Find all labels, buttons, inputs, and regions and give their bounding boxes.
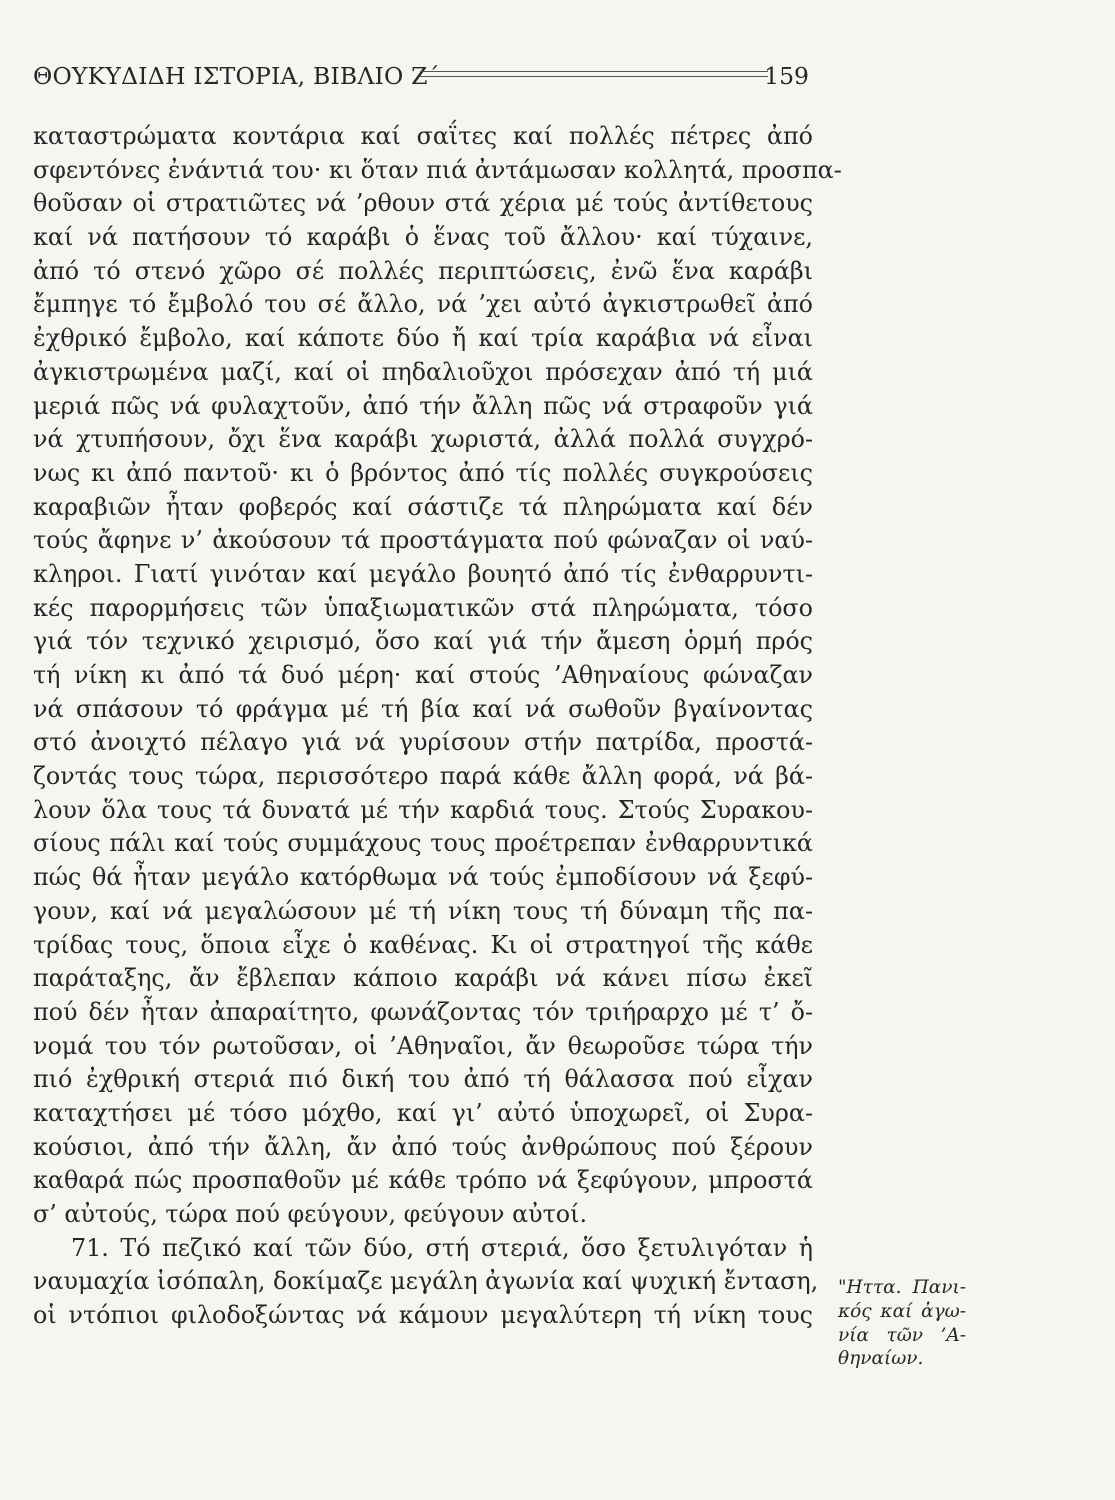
text-line: ἔμπηγε τό ἔμβολό του σέ ἄλλο, νά ’χει αὐτό ἀγκιστρωθεῖ ἀπό	[33, 290, 813, 319]
paragraph-end-line: σ’ αὐτούς, τώρα πού φεύγουν, φεύγουν αὐτοί.	[33, 1200, 588, 1228]
header-double-rule	[420, 71, 768, 77]
text-line: τούς ἄφηνε ν’ ἀκούσουν τά προστάγματα πού φώναζαν οἱ ναύ-	[33, 526, 813, 555]
text-line: παράταξης, ἄν ἔβλεπαν κάποιο καράβι νά κάνει πίσω ἐκεῖ	[33, 964, 813, 993]
text-line: καί νά πατήσουν τό καράβι ὁ ἕνας τοῦ ἄλλου· καί τύχαινε,	[33, 223, 813, 252]
text-line: τή νίκη κι ἀπό τά δυό μέρη· καί στούς ’Αθηναίους φώναζαν	[33, 661, 813, 689]
text-line: ἐχθρικό ἔμβολο, καί κάποτε δύο ἤ καί τρία καράβια νά εἶναι	[33, 324, 813, 353]
text-line: μεριά πῶς νά φυλαχτοῦν, ἀπό τήν ἄλλη πῶς νά στραφοῦν γιά	[33, 391, 813, 420]
text-line: νως κι ἀπό παντοῦ· κι ὁ βρόντος ἀπό τίς πολλές συγκρούσεις	[33, 458, 813, 487]
text-line: σφεντόνες ἐνάντιά του· κι ὅταν πιά ἀντάμωσαν κολλητά, προσπα-	[33, 155, 842, 184]
text-line: γουν, καί νά μεγαλώσουν μέ τή νίκη τους τή δύναμη τῆς πα-	[33, 896, 813, 925]
margin-note-line: "Ηττα. Πανι-	[838, 1277, 966, 1298]
text-line: καταστρώματα κοντάρια καί σαΐτες καί πολλές πέτρες ἀπό	[33, 122, 813, 150]
text-line: στό ἀνοιχτό πέλαγο γιά νά γυρίσουν στήν πατρίδα, προστά-	[33, 728, 813, 757]
text-line: θοῦσαν οἱ στρατιῶτες νά ’ρθουν στά χέρια μέ τούς ἀντίθετους	[33, 189, 813, 218]
text-line: νά χτυπήσουν, ὄχι ἕνα καράβι χωριστά, ἀλλά πολλά συγχρό-	[33, 425, 813, 454]
text-line: οἱ ντόπιοι φιλοδοξώντας νά κάμουν μεγαλύτερη τή νίκη τους	[33, 1301, 813, 1330]
text-line: λουν ὅλα τους τά δυνατά μέ τήν καρδιά τους. Στούς Συρακου-	[33, 795, 813, 824]
text-line: κές παρορμήσεις τῶν ὑπαξιωματικῶν στά πληρώματα, τόσο	[33, 593, 813, 622]
section-71-first-line: 71. Τό πεζικό καί τῶν δύο, στή στεριά, ὅσο ξετυλιγόταν ἡ	[71, 1233, 813, 1262]
text-line: ζοντάς τους τώρα, περισσότερο παρά κάθε ἄλλη φορά, νά βά-	[33, 762, 813, 791]
margin-note-line: θηναίων.	[838, 1348, 924, 1370]
text-line: πού δέν ἦταν ἀπαραίτητο, φωνάζοντας τόν τριήραρχο μέ τ’ ὄ-	[33, 997, 813, 1026]
text-line: νομά του τόν ρωτοῦσαν, οἱ ’Αθηναῖοι, ἄν θεωροῦσε τώρα τήν	[33, 1031, 813, 1060]
text-line: καταχτήσει μέ τόσο μόχθο, καί γι’ αὐτό ὑποχωρεῖ, οἱ Συρα-	[33, 1098, 813, 1127]
text-line: τρίδας τους, ὅποια εἶχε ὁ καθένας. Κι οἱ στρατηγοί τῆς κάθε	[33, 930, 813, 959]
text-line: καραβιῶν ἦταν φοβερός καί σάστιζε τά πληρώματα καί δέν	[33, 492, 813, 521]
main-text	[33, 120, 842, 1333]
margin-note-line: κός καί ἀγω-	[838, 1300, 966, 1322]
text-line: πιό ἐχθρική στεριά πιό δική του ἀπό τή θάλασσα πού εἶχαν	[33, 1065, 813, 1094]
page-number: 159	[764, 62, 809, 90]
text-line: σίους πάλι καί τούς συμμάχους τους προέτρεπαν ἐνθαρρυντικά	[33, 829, 813, 858]
text-line: καθαρά πώς προσπαθοῦν μέ κάθε τρόπο νά ξεφύγουν, μπροστά	[33, 1166, 813, 1195]
running-title: ΘΟΥΚΥΔΙΔΗ ΙΣΤΟΡΙΑ, ΒΙΒΛΙΟ Ζ΄	[33, 62, 440, 90]
text-line: κούσιοι, ἀπό τήν ἄλλη, ἄν ἀπό τούς ἀνθρώπους πού ξέρουν	[33, 1132, 813, 1161]
text-line: γιά τόν τεχνικό χειρισμό, ὅσο καί γιά τήν ἄμεση ὁρμή πρός	[33, 627, 813, 656]
margin-note-line: νία τῶν ’Α-	[838, 1324, 966, 1346]
text-line: νά σπάσουν τό φράγμα μέ τή βία καί νά σωθοῦν βγαίνοντας	[33, 694, 813, 723]
text-line: κληροι. Γιατί γινόταν καί μεγάλο βουητό ἀπό τίς ἐνθαρρυντι-	[33, 559, 813, 588]
text-line: ναυμαχία ἰσόπαλη, δοκίμαζε μεγάλη ἀγωνία καί ψυχική ἔνταση,	[33, 1267, 819, 1296]
text-line: ἀπό τό στενό χῶρο σέ πολλές περιπτώσεις, ἐνῶ ἕνα καράβι	[33, 256, 813, 285]
text-line: πώς θά ἦταν μεγάλο κατόρθωμα νά τούς ἐμποδίσουν νά ξεφύ-	[33, 863, 813, 892]
text-line: ἀγκιστρωμένα μαζί, καί οἱ πηδαλιοῦχοι πρόσεχαν ἀπό τή μιά	[33, 357, 813, 386]
running-header	[33, 58, 811, 94]
margin-note	[838, 1276, 966, 1371]
